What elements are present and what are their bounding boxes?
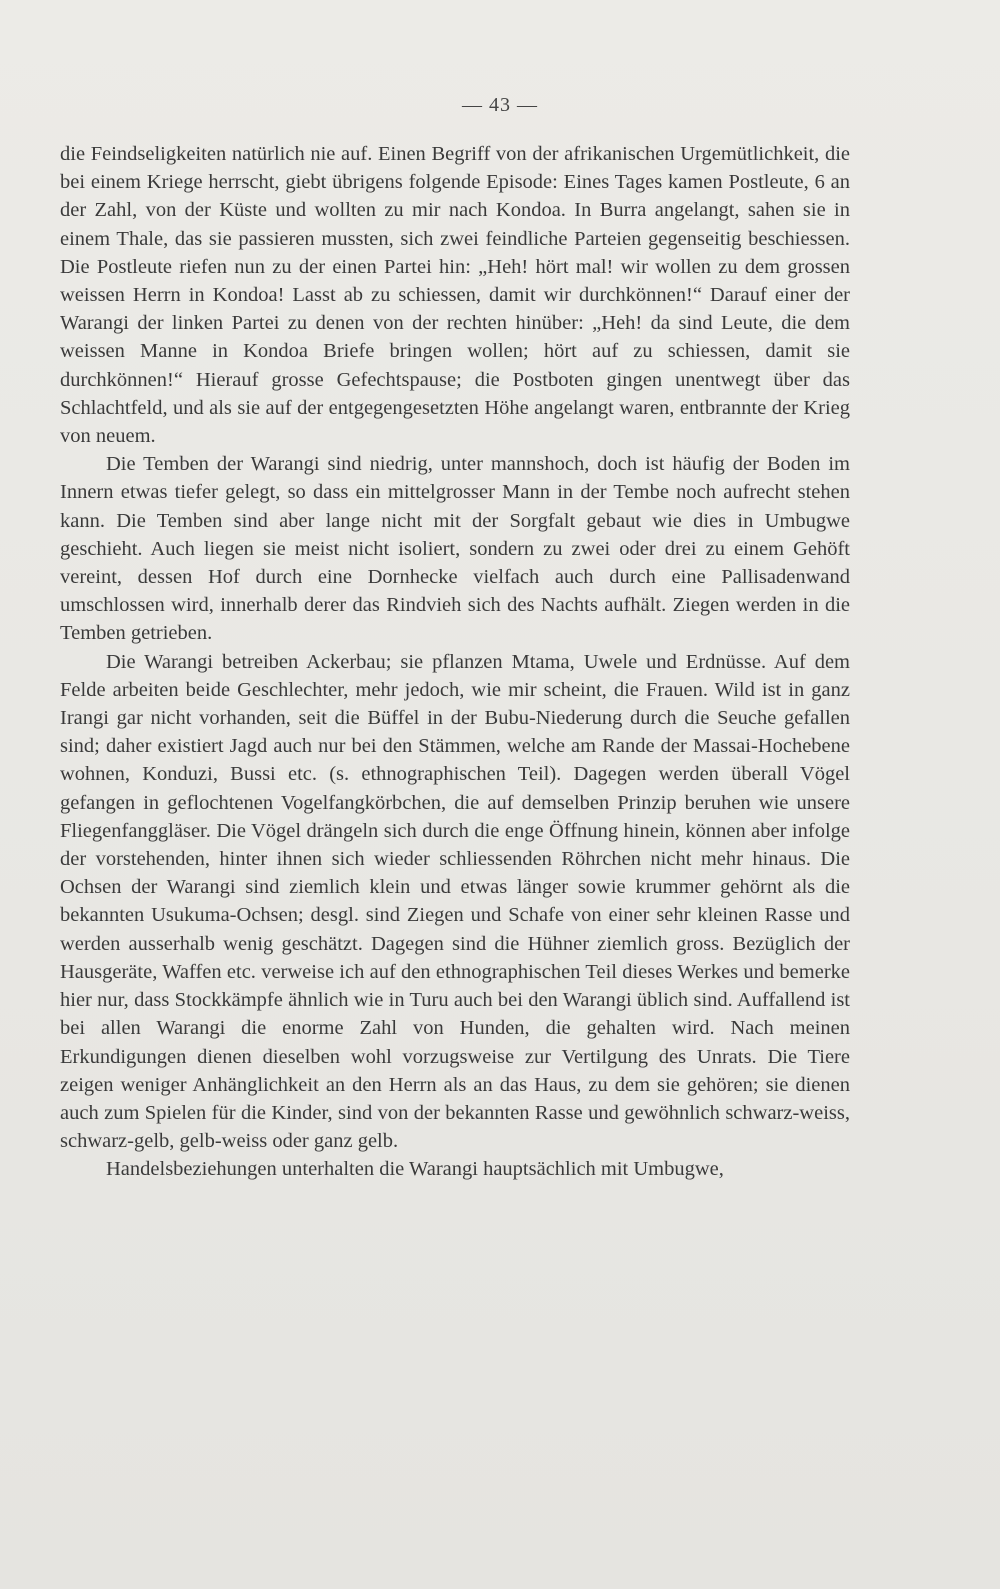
- paragraph-handel: Handelsbeziehungen unterhalten die Warangi hauptsächlich mit Umbugwe,: [106, 1158, 724, 1181]
- paragraph-continuation: die Feindseligkeiten natürlich nie auf. Einen Begriff von der afrikanischen Urgemütlichkeit, die bei einem Kriege herrscht, giebt übrigens folgende Episode: Eines Tages kamen Postleute, 6 an der Zahl, von der Küste und wollten zu mir nach Kondoa. In Burra angelangt, sahen sie in einem Thale, das sie passieren mussten, sich zwei feindliche Parteien gegenseitig beschiessen. Die Postleute riefen nun zu der einen Partei hin: „Heh! hört mal! wir wollen zu dem grossen weissen Herrn in Kondoa! Lasst ab zu schiessen, damit wir durchkönnen!“ Darauf einer der Warangi der linken Partei zu denen von der rechten hinüber: „Heh! da sind Leute, die dem weissen Manne in Kondoa Briefe bringen wollen; hört auf zu schiessen, damit sie durchkönnen!“ Hierauf grosse Gefechtspause; die Postboten gingen unentwegt über das Schlachtfeld, und als sie auf der entgegengesetzten Höhe angelangt waren, entbrannte der Krieg von neuem.: [60, 143, 850, 448]
- paragraph-temben: Die Temben der Warangi sind niedrig, unter mannshoch, doch ist häufig der Boden im Innern etwas tiefer gelegt, so dass ein mittelgrosser Mann in der Tembe noch aufrecht stehen kann. Die Temben sind aber lange nicht mit der Sorgfalt gebaut wie dies in Umbugwe geschieht. Auch liegen sie meist nicht isoliert, sondern zu zwei oder drei zu einem Gehöft vereint, dessen Hof durch eine Dornhecke vielfach auch durch eine Pallisadenwand umschlossen wird, innerhalb derer das Rindvieh sich des Nachts aufhält. Ziegen werden in die Temben getrieben.: [60, 453, 850, 645]
- body-text: [60, 140, 850, 1184]
- paragraph-ackerbau: Die Warangi betreiben Ackerbau; sie pflanzen Mtama, Uwele und Erdnüsse. Auf dem Felde arbeiten beide Geschlechter, mehr jedoch, wie mir scheint, die Frauen. Wild ist in ganz Irangi gar nicht vorhanden, seit die Büffel in der Bubu-Niederung durch die Seuche gefallen sind; daher existiert Jagd auch nur bei den Stämmen, welche am Rande der Massai-Hochebene wohnen, Konduzi, Bussi etc. (s. ethnographischen Teil). Dagegen werden überall Vögel gefangen in geflochtenen Vogelfangkörbchen, die auf demselben Prinzip beruhen wie unsere Fliegenfanggläser. Die Vögel drängeln sich durch die enge Öffnung hinein, können aber infolge der vorstehenden, hinter ihnen sich wieder schliessenden Röhrchen nicht mehr hinaus. Die Ochsen der Warangi sind ziemlich klein und etwas länger sowie krummer gehörnt als die bekannten Usukuma-Ochsen; desgl. sind Ziegen und Schafe von einer sehr kleinen Rasse und werden ausserhalb wenig geschätzt. Dagegen sind die Hühner ziemlich gross. Bezüglich der Hausgeräte, Waffen etc. verweise ich auf den ethnographischen Teil dieses Werkes und bemerke hier nur, dass Stockkämpfe ähnlich wie in Turu auch bei den Warangi üblich sind. Auffallend ist bei allen Warangi die enorme Zahl von Hunden, die gehalten wird. Nach meinen Erkundigungen dienen dieselben wohl vorzugsweise zur Vertilgung des Unrats. Die Tiere zeigen weniger Anhänglichkeit an den Herrn als an das Haus, zu dem sie gehören; sie dienen auch zum Spielen für die Kinder, sind von der bekannten Rasse und gewöhnlich schwarz-weiss, schwarz-gelb, gelb-weiss oder ganz gelb.: [60, 650, 850, 1153]
- page-number: — 43 —: [462, 94, 538, 116]
